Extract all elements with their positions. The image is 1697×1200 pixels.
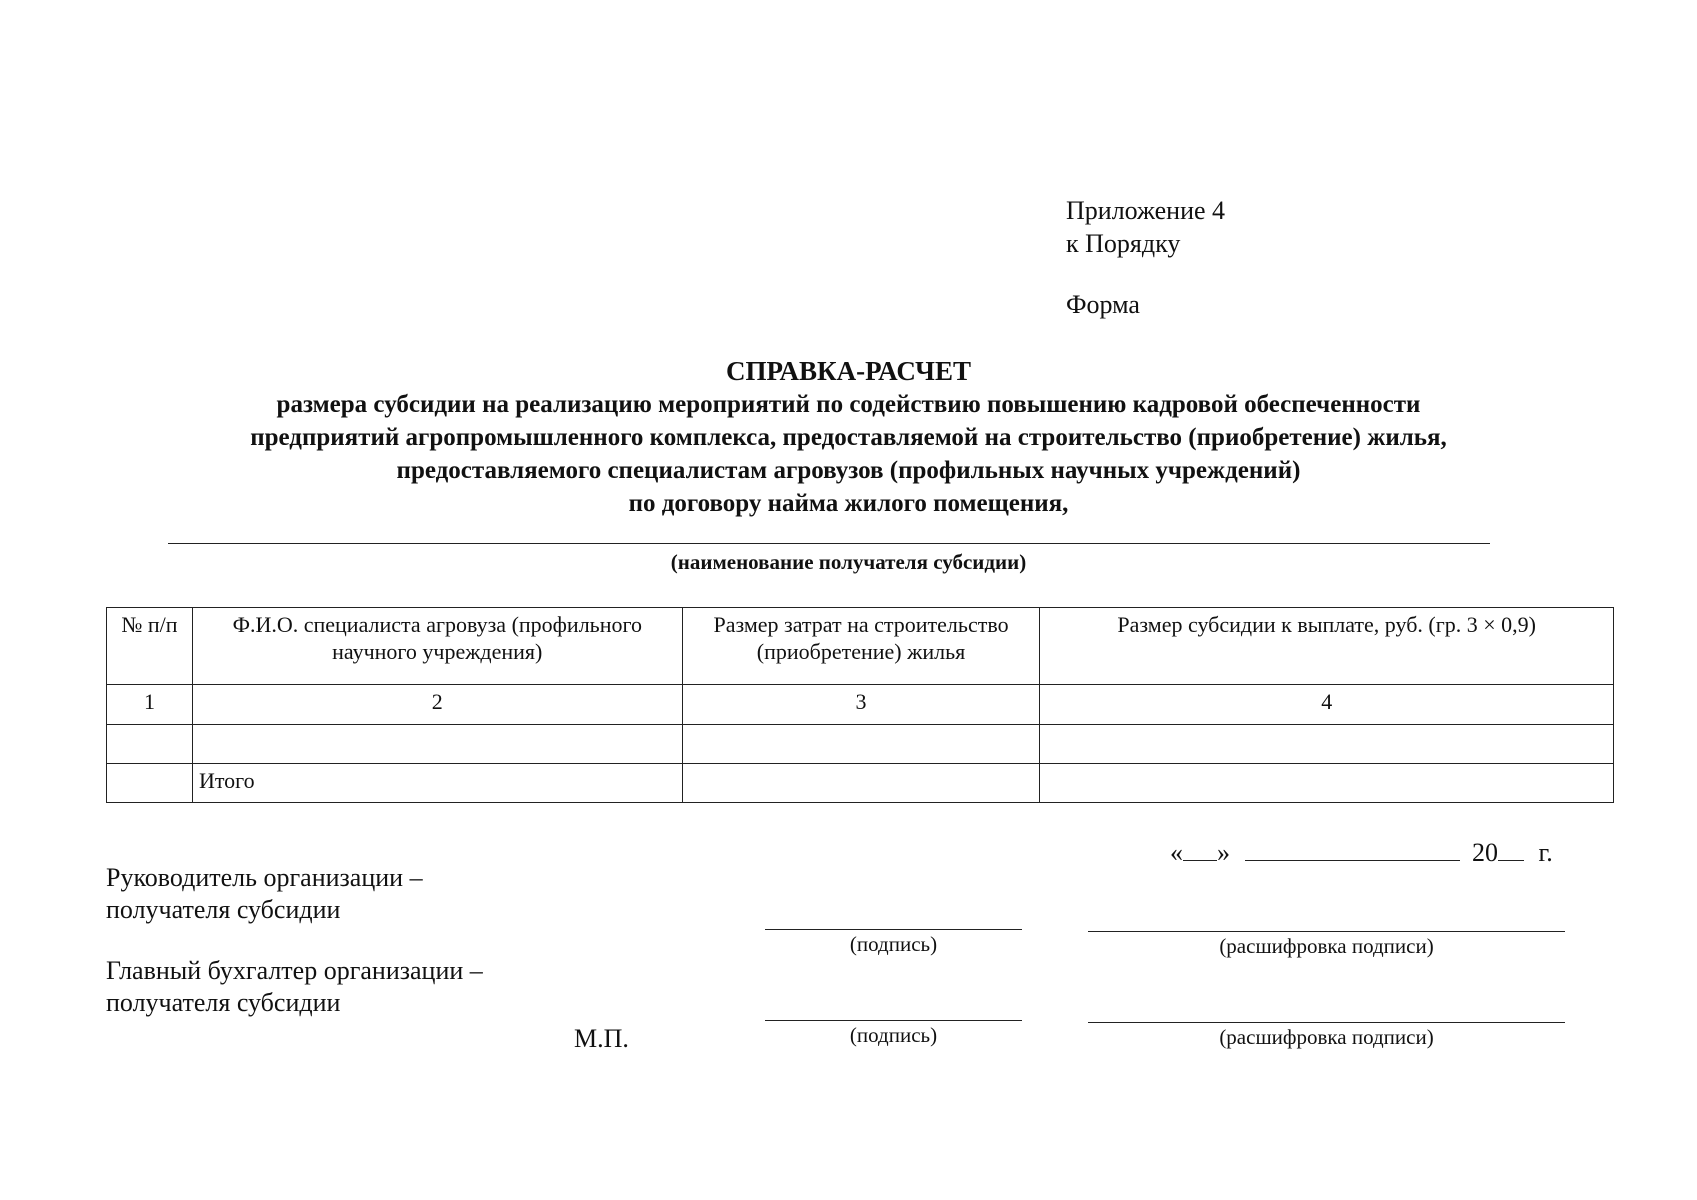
year-suffix: г. bbox=[1538, 838, 1553, 867]
month-blank[interactable] bbox=[1245, 838, 1460, 861]
title-line-4: по договору найма жилого помещения, bbox=[628, 490, 1069, 517]
table-row bbox=[107, 725, 1614, 764]
header-number: № п/п bbox=[107, 608, 193, 685]
column-number-4: 4 bbox=[1040, 685, 1614, 725]
total-row bbox=[107, 764, 1614, 803]
accountant-signature-caption: (подпись) bbox=[849, 1023, 938, 1047]
title-main: СПРАВКА-РАСЧЕТ bbox=[726, 356, 971, 386]
column-number-row bbox=[107, 685, 1614, 725]
appendix-reference bbox=[1066, 194, 1225, 260]
header-subsidy: Размер субсидии к выплате, руб. (гр. 3 × 0,9) bbox=[1040, 608, 1614, 685]
column-number-2: 2 bbox=[192, 685, 682, 725]
title-line-2: предприятий агропромышленного комплекса, предоставляемой на строительство (приобретение) жилья, bbox=[250, 424, 1447, 451]
total-subsidy-cell[interactable] bbox=[1040, 764, 1614, 803]
head-signatory-label bbox=[106, 862, 423, 926]
accountant-signatory-label bbox=[106, 955, 483, 1019]
head-signature-field[interactable] bbox=[765, 929, 1022, 930]
column-number-1: 1 bbox=[107, 685, 193, 725]
head-decoding-caption: (расшифровка подписи) bbox=[1219, 934, 1434, 958]
accountant-decoding-field[interactable] bbox=[1088, 1022, 1565, 1023]
year-prefix: 20 bbox=[1472, 838, 1498, 867]
recipient-name-field[interactable] bbox=[168, 543, 1490, 544]
calculation-table bbox=[106, 607, 1614, 803]
title-line-1: размера субсидии на реализацию мероприятий по содействию повышению кадровой обеспеченности bbox=[276, 391, 1421, 418]
title-line-3: предоставляемого специалистам агровузов (профильных научных учреждений) bbox=[396, 457, 1301, 484]
head-signature-caption: (подпись) bbox=[849, 932, 938, 956]
header-full-name: Ф.И.О. специалиста агровуза (профильного научного учреждения) bbox=[192, 608, 682, 685]
head-title-line-1: Руководитель организации – bbox=[106, 863, 423, 892]
column-number-3: 3 bbox=[682, 685, 1040, 725]
accountant-signature-field[interactable] bbox=[765, 1020, 1022, 1021]
total-costs-cell[interactable] bbox=[682, 764, 1040, 803]
date-field bbox=[1170, 838, 1553, 868]
stamp-place: М.П. bbox=[574, 1024, 629, 1053]
accountant-decoding-caption: (расшифровка подписи) bbox=[1219, 1025, 1434, 1049]
recipient-caption: (наименование получателя субсидии) bbox=[670, 550, 1027, 574]
date-close-quote: » bbox=[1217, 838, 1230, 867]
date-open-quote: « bbox=[1170, 838, 1183, 867]
day-blank[interactable] bbox=[1183, 838, 1217, 861]
form-label: Форма bbox=[1066, 290, 1140, 319]
accountant-title-line-2: получателя субсидии bbox=[106, 988, 341, 1017]
cell-costs[interactable] bbox=[682, 725, 1040, 764]
table-header-row bbox=[107, 608, 1614, 685]
cell-number[interactable] bbox=[107, 725, 193, 764]
head-title-line-2: получателя субсидии bbox=[106, 895, 341, 924]
document-title bbox=[0, 354, 1697, 520]
cell-full-name[interactable] bbox=[192, 725, 682, 764]
accountant-title-line-1: Главный бухгалтер организации – bbox=[106, 956, 483, 985]
year-blank[interactable] bbox=[1498, 838, 1524, 861]
total-number-cell bbox=[107, 764, 193, 803]
appendix-number: Приложение 4 bbox=[1066, 196, 1226, 225]
head-decoding-field[interactable] bbox=[1088, 931, 1565, 932]
header-costs: Размер затрат на строительство (приобретение) жилья bbox=[682, 608, 1040, 685]
cell-subsidy[interactable] bbox=[1040, 725, 1614, 764]
total-label: Итого bbox=[192, 764, 682, 803]
appendix-order: к Порядку bbox=[1066, 229, 1181, 258]
